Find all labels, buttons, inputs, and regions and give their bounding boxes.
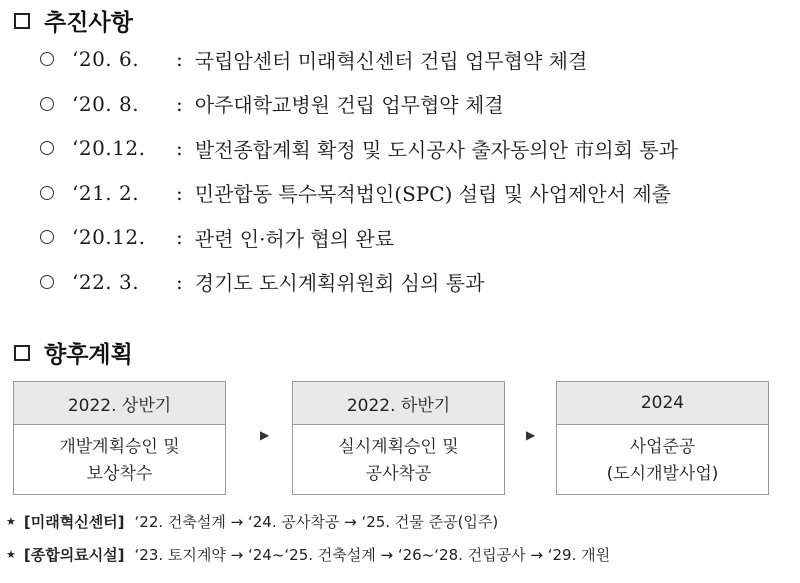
list-item [40,82,678,127]
item-text: 경기도 도시계획위원회 심의 통과 [194,271,485,296]
list-item [40,260,678,305]
plan-box-header: 2022. 하반기 [293,382,504,425]
circle-bullet-icon [40,186,54,200]
progress-list [40,37,678,304]
plan-box-2024 [556,381,769,495]
star-icon: ★ [6,515,16,528]
list-item [40,171,678,216]
item-date: ‘20.12. [72,225,146,250]
plan-box-header: 2024 [557,382,768,425]
item-colon: : [176,269,183,294]
plan-box-body [557,425,768,496]
plan-box-header: 2022. 상반기 [14,382,225,425]
triangle-right-icon: ▶ [260,428,270,442]
circle-bullet-icon [40,97,54,111]
triangle-right-icon: ▶ [526,428,536,442]
note-medical-facility [6,544,610,565]
plan-box-line: 공사착공 [365,463,432,484]
item-text: 관련 인·허가 협의 완료 [194,226,395,251]
item-date: ‘21. 2. [72,180,140,205]
item-colon: : [176,225,183,250]
item-colon: : [176,180,183,205]
note-future-center [6,511,498,532]
note-tag: [미래혁신센터] [23,513,125,531]
item-text: 민관합동 특수목적법인(SPC) 설립 및 사업제안서 제출 [194,182,672,207]
plan-box-first-half [13,381,226,495]
item-date: ‘20.12. [72,136,146,161]
list-item [40,215,678,260]
item-date: ‘20. 8. [72,91,140,116]
section-heading-plan [14,336,133,369]
square-bullet-icon [14,13,30,29]
list-item [40,37,678,82]
circle-bullet-icon [40,275,54,289]
plan-box-line: 사업준공 [629,436,696,457]
section-heading-progress [14,4,133,37]
list-item [40,126,678,171]
note-tag: [종합의료시설] [23,546,125,564]
plan-box-line: (도시개발사업) [606,463,719,484]
item-colon: : [176,136,183,161]
circle-bullet-icon [40,230,54,244]
item-text: 국립암센터 미래혁신센터 건립 업무협약 체결 [194,48,588,73]
item-date: ‘20. 6. [72,47,140,72]
plan-box-line: 개발계획승인 및 [59,436,180,457]
section-title: 추진사항 [44,10,133,36]
item-colon: : [176,47,183,72]
item-text: 아주대학교병원 건립 업무협약 체결 [194,93,504,118]
plan-box-line: 실시계획승인 및 [338,436,459,457]
item-text: 발전종합계획 확정 및 도시공사 출자동의안 市의회 통과 [194,137,678,162]
item-date: ‘22. 3. [72,269,140,294]
plan-box-body [14,425,225,496]
circle-bullet-icon [40,52,54,66]
section-title: 향후계획 [44,342,133,368]
note-text: ‘23. 토지계약 → ‘24~‘25. 건축설계 → ‘26~‘28. 건립공사 → ‘29. 개원 [134,546,611,564]
note-text: ‘22. 건축설계 → ‘24. 공사착공 → ‘25. 건물 준공(입주) [134,513,499,531]
item-colon: : [176,91,183,116]
star-icon: ★ [6,548,16,561]
plan-box-second-half [292,381,505,495]
circle-bullet-icon [40,141,54,155]
plan-box-line: 보상착수 [86,463,153,484]
plan-box-body [293,425,504,496]
square-bullet-icon [14,345,30,361]
